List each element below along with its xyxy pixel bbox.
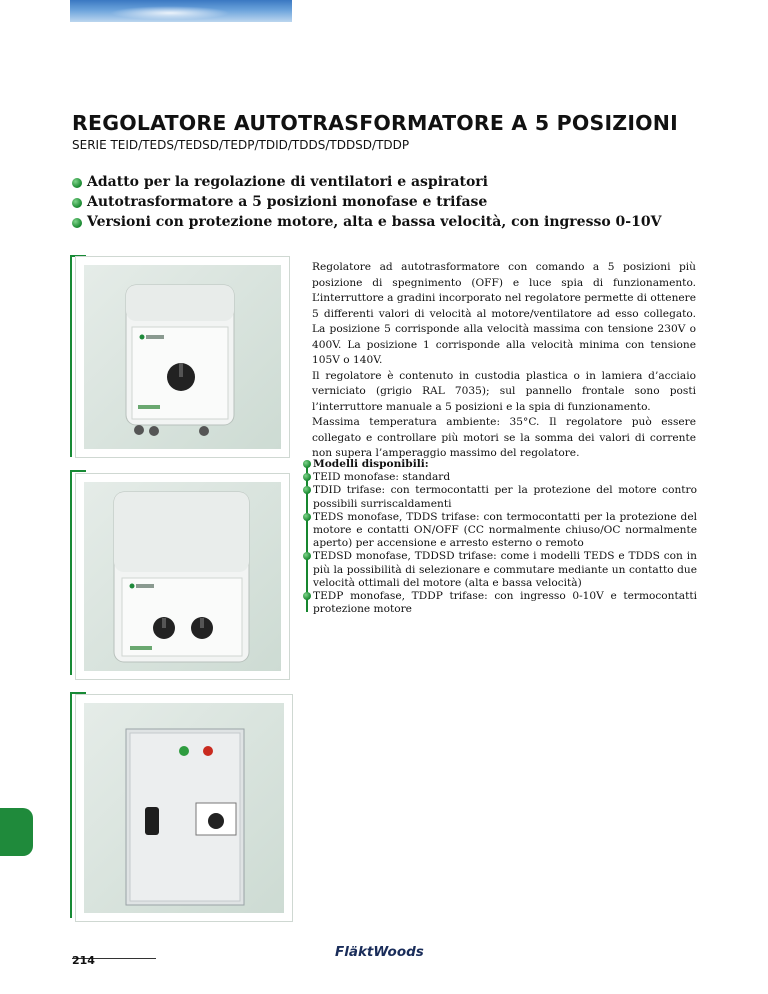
description-paragraph: Regolatore ad autotrasformatore con comando a 5 posizioni più posizione di spegnimento (OFF) e luce spia di funzionamento. L’interruttore a gradini incorporato nel regolatore permette di ottenere 5 differenti valori di velocità al motore/ventilatore ad esso collegato. La posizione 5 corrisponde alla velocità massima con tensione 230V o 400V. La posizione 1 corrisponde alla velocità minima con tensione 105V o 140V. — [312, 261, 696, 366]
green-bullet-icon — [72, 198, 82, 208]
page-title: REGOLATORE AUTOTRASFORMATORE A 5 POSIZIONI — [72, 111, 678, 135]
page-number: 214 — [72, 954, 95, 967]
description-paragraph: Il regolatore è contenuto in custodia plastica o in lamiera d’acciaio verniciato (grigio RAL 7035); sul pannello frontale sono posti l’interruttore manuale a 5 posizioni e la spia di funzionamento. — [312, 369, 696, 413]
photo-frame-line — [70, 255, 72, 457]
description-paragraph: Massima temperatura ambiente: 35°C. Il regolatore può essere collegato e controllare più motori se la somma dei valori di corrente non supera l’amperaggio massimo del regolatore. — [312, 416, 696, 459]
green-bullet-icon — [303, 592, 311, 600]
model-item: TEID monofase: standard — [303, 471, 697, 484]
brand-logo: FläktWoods — [335, 944, 424, 960]
regulator-single-knob-image — [84, 265, 279, 447]
product-description — [312, 260, 696, 462]
feature-item: Adatto per la regolazione di ventilatori e aspiratori — [72, 172, 661, 192]
green-bullet-icon — [303, 460, 311, 468]
feature-list — [72, 172, 661, 232]
product-photo-steel-cabinet — [75, 694, 293, 922]
model-item: TEDS monofase, TDDS trifase: con termocontatti per la protezione del motore e contatti ON/OFF (CC normalmente chiuso/OC normalmente aperto) per accensione e arresto esterno o remoto — [303, 511, 697, 551]
green-bullet-icon — [303, 473, 311, 481]
green-bullet-icon — [303, 486, 311, 494]
feature-item: Versioni con protezione motore, alta e bassa velocità, con ingresso 0-10V — [72, 212, 661, 232]
product-photo-double-knob — [75, 473, 290, 680]
model-item: TEDSD monofase, TDDSD trifase: come i modelli TEDS e TDDS con in più la possibilità di selezionare e commutare mediante un contatto due velocità ottimali del motore (alta e bassa velocità) — [303, 550, 697, 590]
models-heading-item: Modelli disponibili: — [303, 458, 697, 471]
regulator-steel-cabinet-image — [84, 703, 282, 911]
product-photo-single-knob — [75, 256, 290, 458]
feature-item: Autotrasformatore a 5 posizioni monofase e trifase — [72, 192, 661, 212]
regulator-double-knob-image — [84, 482, 279, 669]
green-bullet-icon — [303, 552, 311, 560]
green-bullet-icon — [72, 218, 82, 228]
photo-frame-line — [70, 470, 86, 472]
green-bullet-icon — [72, 178, 82, 188]
section-tab-marker — [0, 808, 33, 856]
model-item: TEDP monofase, TDDP trifase: con ingresso 0-10V e termocontatti protezione motore — [303, 590, 697, 616]
models-list — [303, 458, 697, 616]
photo-frame-line — [70, 692, 72, 918]
photo-frame-line — [70, 470, 72, 675]
model-item: TDID trifase: con termocontatti per la protezione del motore contro possibili surriscaldamenti — [303, 484, 697, 510]
header-sky-banner — [70, 0, 292, 22]
page-subtitle: SERIE TEID/TEDS/TEDSD/TEDP/TDID/TDDS/TDDSD/TDDP — [72, 138, 410, 152]
green-bullet-icon — [303, 513, 311, 521]
